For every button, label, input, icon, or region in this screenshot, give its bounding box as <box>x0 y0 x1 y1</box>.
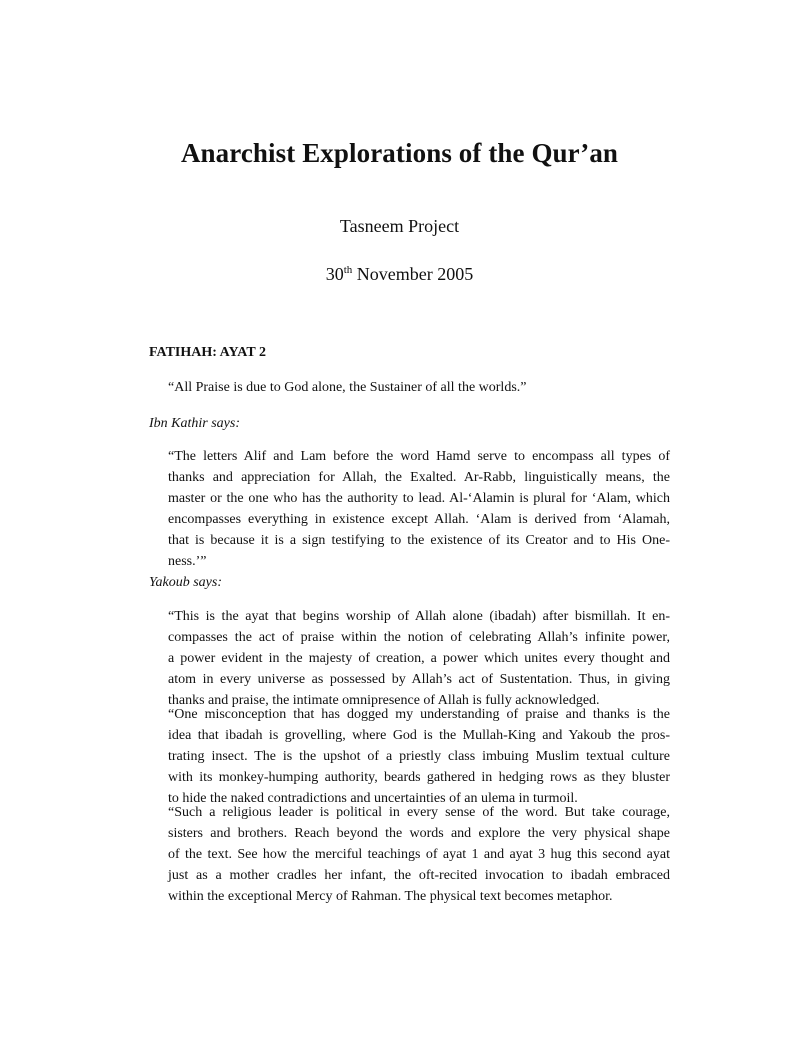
paragraph-line: “Such a religious leader is political in every sense of the word. But take courage, <box>168 805 670 820</box>
yakoub-paragraph-3 <box>168 802 670 907</box>
ibn-kathir-quote <box>168 446 670 572</box>
document-author: Tasneem Project <box>339 216 460 236</box>
paragraph-line: to hide the naked contradictions and uncertainties of an ulema in turmoil. <box>168 791 578 806</box>
paragraph-line: of the text. See how the merciful teachings of ayat 1 and ayat 3 hug this second ayat <box>168 847 670 862</box>
yakoub-paragraph-2 <box>168 704 670 809</box>
date-suffix: th <box>343 264 353 276</box>
paragraph-line: trating insect. The is the upshot of a priestly class imbuing Muslim textual culture <box>168 749 670 764</box>
quote-line: that is because it is a sign testifying to the existence of its Creator and to His One- <box>168 533 670 548</box>
paragraph-line: a power evident in the majesty of creation, a power which unites every thought and <box>168 651 670 666</box>
date-month-year: November 2005 <box>356 264 474 284</box>
paragraph-line: atom in every universe as possessed by Allah’s act of Sustentation. Thus, in giving <box>168 672 670 687</box>
date-day: 30 <box>325 264 344 284</box>
quote-line: ness.’” <box>168 554 207 569</box>
quote-line: “The letters Alif and Lam before the word Hamd serve to encompass all types of <box>168 449 670 464</box>
paragraph-line: sisters and brothers. Reach beyond the words and explore the very physical shape <box>168 826 670 841</box>
quote-line: master or the one who has the authority to lead. Al-‘Alamin is plural for ‘Alam, which <box>168 491 670 506</box>
paragraph-line: with its monkey-humping authority, beards gathered in hedging rows as they bluster <box>168 770 670 785</box>
paragraph-line: “This is the ayat that begins worship of Allah alone (ibadah) after bismillah. It en- <box>168 609 670 624</box>
paragraph-line: within the exceptional Mercy of Rahman. The physical text becomes metaphor. <box>168 889 613 904</box>
quote-line: encompasses everything in existence except Allah. ‘Alam is derived from ‘Alamah, <box>168 512 670 527</box>
section-heading: FATIHAH: AYAT 2 <box>149 345 266 360</box>
ibn-kathir-intro: Ibn Kathir says: <box>149 416 240 431</box>
yakoub-paragraph-1 <box>168 606 670 711</box>
paragraph-line: thanks and praise, the intimate omnipresence of Allah is fully acknowledged. <box>168 693 600 708</box>
paragraph-line: just as a mother cradles her infant, the oft-recited invocation to ibadah embraced <box>168 868 670 883</box>
paragraph-line: “One misconception that has dogged my understanding of praise and thanks is the <box>168 707 670 722</box>
paragraph-line: compasses the act of praise within the notion of celebrating Allah’s infinite power, <box>168 630 670 645</box>
document-date <box>0 264 799 285</box>
document-title: Anarchist Explorations of the Qur’an <box>180 138 619 168</box>
verse-quote: “All Praise is due to God alone, the Sustainer of all the worlds.” <box>168 380 527 395</box>
yakoub-intro: Yakoub says: <box>149 575 222 590</box>
quote-line: thanks and appreciation for Allah, the Exalted. Ar-Rabb, linguistically means, the <box>168 470 670 485</box>
paragraph-line: idea that ibadah is grovelling, where God is the Mullah-King and Yakoub the pros- <box>168 728 670 743</box>
